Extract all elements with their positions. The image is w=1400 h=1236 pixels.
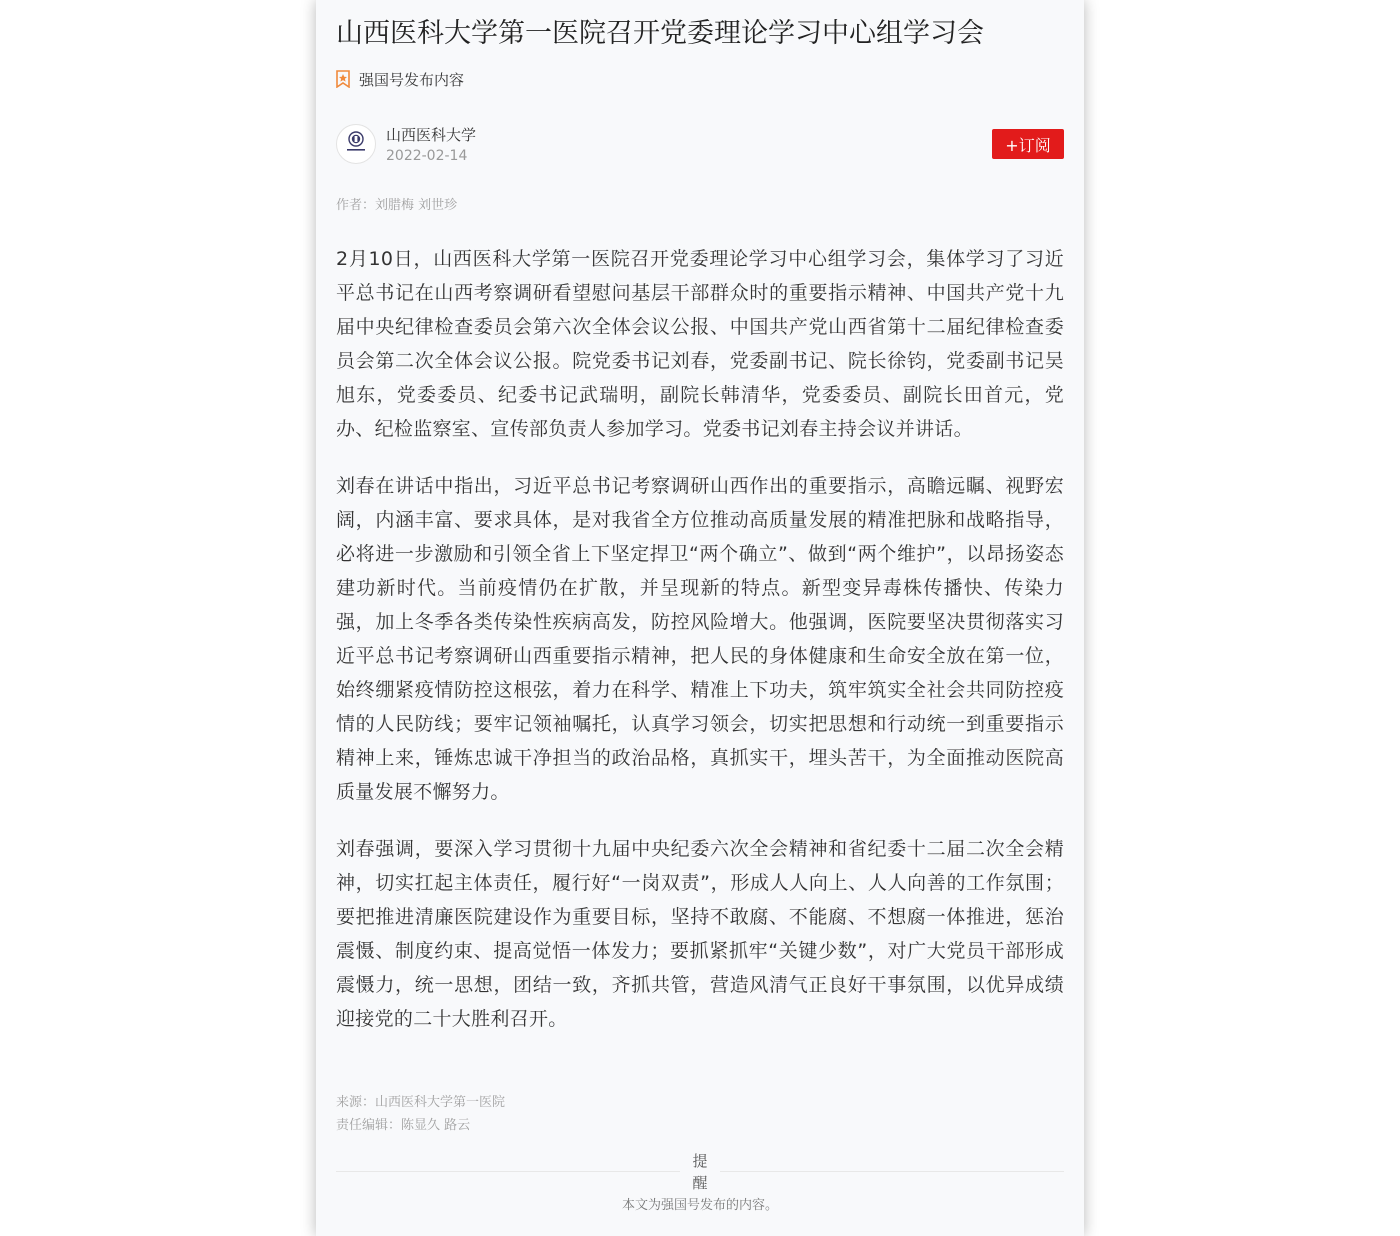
- star-badge-icon: [336, 70, 350, 88]
- body-paragraph: 刘春在讲话中指出，习近平总书记考察调研山西作出的重要指示，高瞻远瞩、视野宏阔，内涵丰富、要求具体，是对我省全方位推动高质量发展的精准把脉和战略指导，必将进一步激励和引领全省上下坚定捍卫“两个确立”、做到“两个维护”，以昂扬姿态建功新时代。当前疫情仍在扩散，并呈现新的特点。新型变异毒株传播快、传染力强，加上冬季各类传染性疾病高发，防控风险增大。他强调，医院要坚决贯彻落实习近平总书记考察调研山西重要指示精神，把人民的身体健康和生命安全放在第一位，始终绷紧疫情防控这根弦，着力在科学、精准上下功夫，筑牢筑实全社会共同防控疫情的人民防线；要牢记领袖嘱托，认真学习领会，切实把思想和行动统一到重要指示精神上来，锤炼忠诚干净担当的政治品格，真抓实干，埋头苦干，为全面推动医院高质量发展不懈努力。: [336, 475, 1064, 803]
- article-title: 山西医科大学第一医院召开党委理论学习中心组学习会: [336, 18, 984, 49]
- article-footer-meta: [336, 1091, 1064, 1137]
- notice-title-char: 醒: [692, 1174, 708, 1192]
- publish-tag: [336, 66, 1064, 92]
- publisher-avatar[interactable]: [336, 124, 376, 164]
- subscribe-button[interactable]: +订阅: [992, 129, 1064, 159]
- notice-title: [680, 1150, 720, 1194]
- body-paragraph: 2月10日，山西医科大学第一医院召开党委理论学习中心组学习会，集体学习了习近平总书记在山西考察调研看望慰问基层干部群众时的重要指示精神、中国共产党十九届中央纪律检查委员会第六次全体会议公报、中国共产党山西省第十二届纪律检查委员会第二次全体会议公报。院党委书记刘春，党委副书记、院长徐钧，党委副书记吴旭东，党委委员、纪委书记武瑞明，副院长韩清华，党委委员、副院长田首元，党办、纪检监察室、宣传部负责人参加学习。党委书记刘春主持会议并讲话。: [336, 248, 1064, 440]
- publish-tag-label: 强国号发布内容: [359, 70, 465, 89]
- publish-date: 2022-02-14: [386, 148, 468, 164]
- notice-title-char: 提: [692, 1152, 708, 1170]
- author-line: 作者：刘腊梅 刘世珍: [336, 198, 458, 213]
- publisher-name[interactable]: 山西医科大学: [386, 126, 477, 144]
- source-line: 来源：山西医科大学第一医院: [336, 1095, 506, 1110]
- article-body: [336, 242, 1064, 1059]
- publisher-row: [336, 122, 1064, 168]
- editor-line: 责任编辑：陈显久 路云: [336, 1118, 471, 1133]
- article-column: [316, 0, 1084, 1236]
- university-logo-icon: [341, 127, 371, 161]
- notice-text: 本文为强国号发布的内容。: [621, 1198, 778, 1213]
- body-paragraph: 刘春强调，要深入学习贯彻十九届中央纪委六次全会精神和省纪委十二届二次全会精神，切实扛起主体责任，履行好“一岗双责”，形成人人向上、人人向善的工作氛围；要把推进清廉医院建设作为重要目标，坚持不敢腐、不能腐、不想腐一体推进，惩治震慑、制度约束、提高觉悟一体发力；要抓紧抓牢“关键少数”，对广大党员干部形成震慑力，统一思想，团结一致，齐抓共管，营造风清气正良好干事氛围，以优异成绩迎接党的二十大胜利召开。: [336, 838, 1064, 1030]
